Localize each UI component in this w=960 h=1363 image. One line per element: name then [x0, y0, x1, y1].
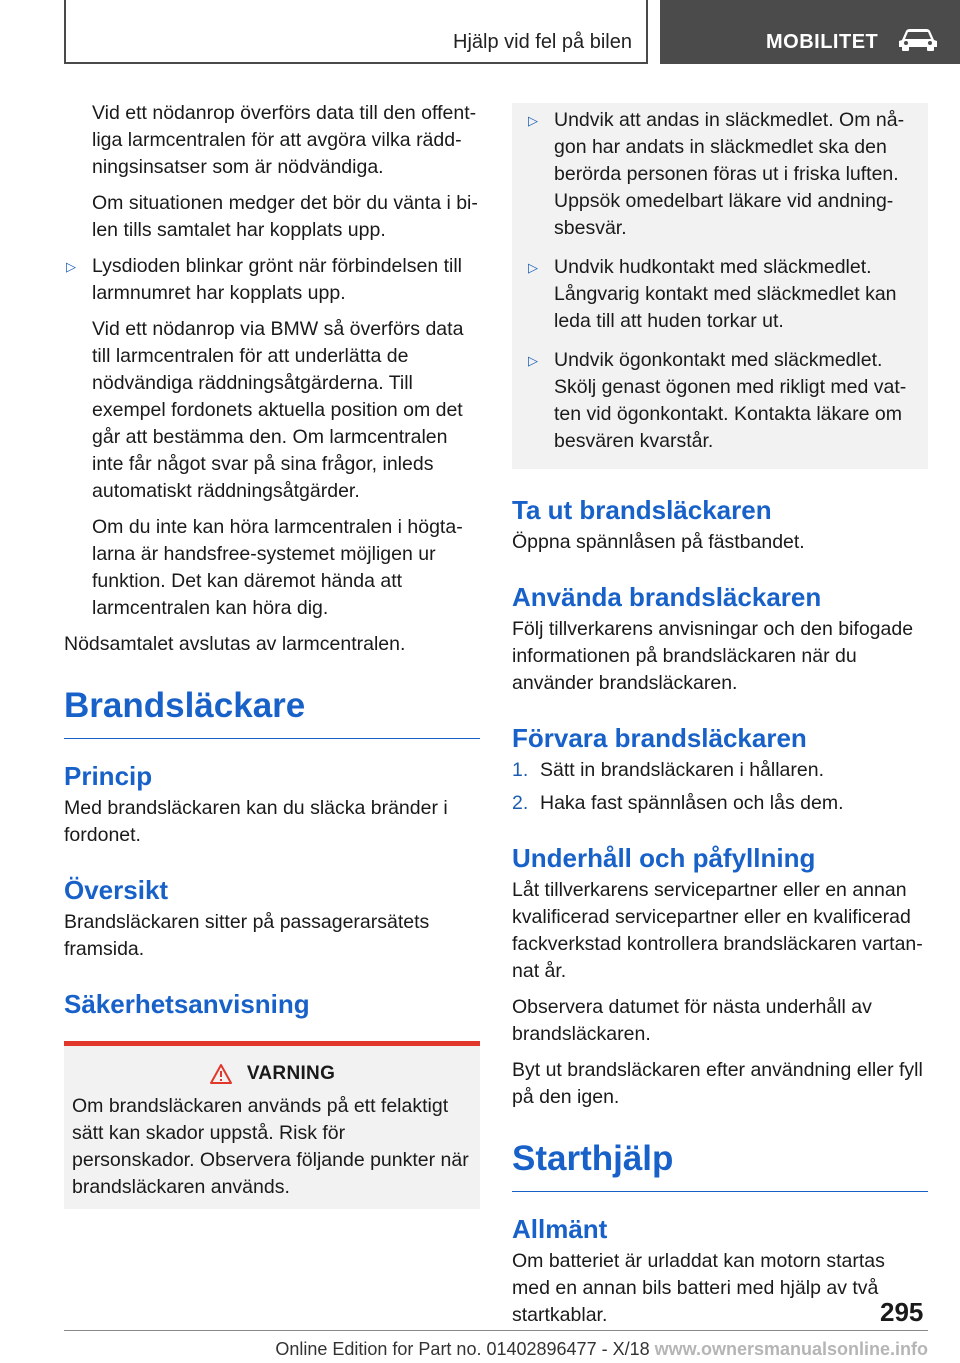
- paragraph: Undvik hudkontakt med släckmedlet. Långvarig kontakt med släckmedlet kan leda till att huden torkar ut.: [554, 256, 897, 332]
- paragraph: Om situationen medger det bör du vänta i bilen tills samtalet har kopplats upp.: [92, 192, 478, 241]
- warning-header: [72, 1060, 472, 1087]
- section-heading: Underhåll och påfyllning: [512, 843, 816, 873]
- step-number: 2.: [512, 792, 529, 814]
- intro-block: [64, 100, 480, 244]
- step-text: Haka fast spännlåsen och lås dem.: [540, 792, 844, 814]
- page-number: 295: [880, 1297, 924, 1327]
- triangle-bullet-icon: ▷: [528, 113, 538, 128]
- section-title: MOBILITET: [766, 31, 879, 53]
- triangle-bullet-icon: ▷: [66, 259, 76, 274]
- list-item: [526, 254, 920, 335]
- step-text: Sätt in brandsläckaren i hållaren.: [540, 759, 824, 781]
- paragraph: Observera datumet för nästa underhåll av brandsläckaren.: [512, 996, 872, 1045]
- paragraph: Om batteriet är urladdat kan motorn startas med en annan bils batteri med hjälp av två startkablar.: [512, 1250, 885, 1326]
- paragraph: Nödsamtalet avslutas av larmcentralen.: [64, 633, 406, 655]
- right-column: [512, 100, 928, 1338]
- paragraph: Byt ut brandsläckaren efter användning eller fyll på den igen.: [512, 1059, 923, 1108]
- paragraph: Undvik ögonkontakt med släckmedlet. Skölj genast ögonen med rikligt med vatten vid ögonkontakt. Kontakta läkare om besvären kvarstår.: [554, 349, 907, 452]
- car-icon: [896, 26, 940, 52]
- paragraph: Brandsläckaren sitter på passagerarsätets framsida.: [64, 911, 430, 960]
- list-item: [512, 790, 928, 817]
- chapter-tab: [64, 0, 648, 64]
- section-tab: [660, 0, 960, 64]
- section-heading: Allmänt: [512, 1214, 608, 1244]
- steps-list: [512, 757, 928, 817]
- section-heading: Förvara brandsläckaren: [512, 723, 807, 753]
- section-heading: Ta ut brandsläckaren: [512, 495, 772, 525]
- paragraph: Följ tillverkarens anvisningar och den bifogade informationen på brandsläckaren när du använder brandsläckaren.: [512, 618, 914, 694]
- warning-box-continued: [512, 103, 928, 469]
- warning-triangle-icon: [209, 1063, 233, 1085]
- warning-box: [64, 1041, 480, 1209]
- list-item: [64, 253, 480, 622]
- paragraph: Om du inte kan höra larmcentralen i högtalarna är handsfree-systemet möjligen ur funktion. Det kan däremot hända att larmcentralen kan höra dig.: [92, 516, 463, 619]
- edition-text: Online Edition for Part no. 01402896477 - X/18: [275, 1339, 650, 1359]
- list-item: [526, 107, 920, 242]
- chapter-title: Hjälp vid fel på bilen: [453, 31, 632, 53]
- section-heading: Princip: [64, 761, 153, 791]
- step-number: 1.: [512, 759, 529, 781]
- paragraph: Öppna spännlåsen på fästbandet.: [512, 531, 805, 553]
- footer: [275, 1336, 928, 1363]
- footer-divider: [64, 1330, 928, 1331]
- warning-text: Om brandsläckaren används på ett felaktigt sätt kan skador uppstå. Risk för personskador. Observera följande punkter när brandsläckaren används.: [72, 1095, 469, 1198]
- section-heading: Använda brandsläckaren: [512, 582, 822, 612]
- list-item: [526, 347, 920, 455]
- paragraph: Lysdioden blinkar grönt när förbindelsen till larmnumret har kopplats upp.: [92, 255, 462, 304]
- page-header: [0, 0, 960, 66]
- left-column: [64, 100, 480, 1209]
- paragraph: Undvik att andas in släckmedlet. Om någon har andats in släckmedlet ska den berörda personen föras ut i friska luften. Uppsök omedelbart läkare vid andningsbesvär.: [554, 109, 905, 239]
- chapter-heading: Brandsläckare: [64, 684, 480, 739]
- list-item: [512, 757, 928, 784]
- paragraph: Vid ett nödanrop via BMW så överförs data till larmcentralen för att underlätta de nödvändiga räddningsåtgärderna. Till exempel fordonets aktuella position om det går att bestämma den. Om larmcentralen inte får något svar på sina frågor, inleds automatiskt räddningsåtgärder.: [92, 318, 464, 502]
- triangle-bullet-icon: ▷: [528, 353, 538, 368]
- warning-label: VARNING: [246, 1063, 336, 1084]
- paragraph: Vid ett nödanrop överförs data till den offentliga larmcentralen för att avgöra vilka räddningsinsatser som är nödvändiga.: [92, 102, 477, 178]
- chapter-heading: Starthjälp: [512, 1137, 928, 1192]
- section-heading: Säkerhetsanvisning: [64, 989, 310, 1019]
- paragraph: Med brandsläckaren kan du släcka bränder i fordonet.: [64, 797, 448, 846]
- triangle-bullet-icon: ▷: [528, 260, 538, 275]
- watermark-text: www.ownersmanualsonline.info: [654, 1339, 928, 1359]
- section-heading: Översikt: [64, 875, 169, 905]
- paragraph: Låt tillverkarens servicepartner eller en annan kvalificerad servicepartner eller en kvalificerad fackverkstad kontrollera brandsläckaren vartannat år.: [512, 879, 923, 982]
